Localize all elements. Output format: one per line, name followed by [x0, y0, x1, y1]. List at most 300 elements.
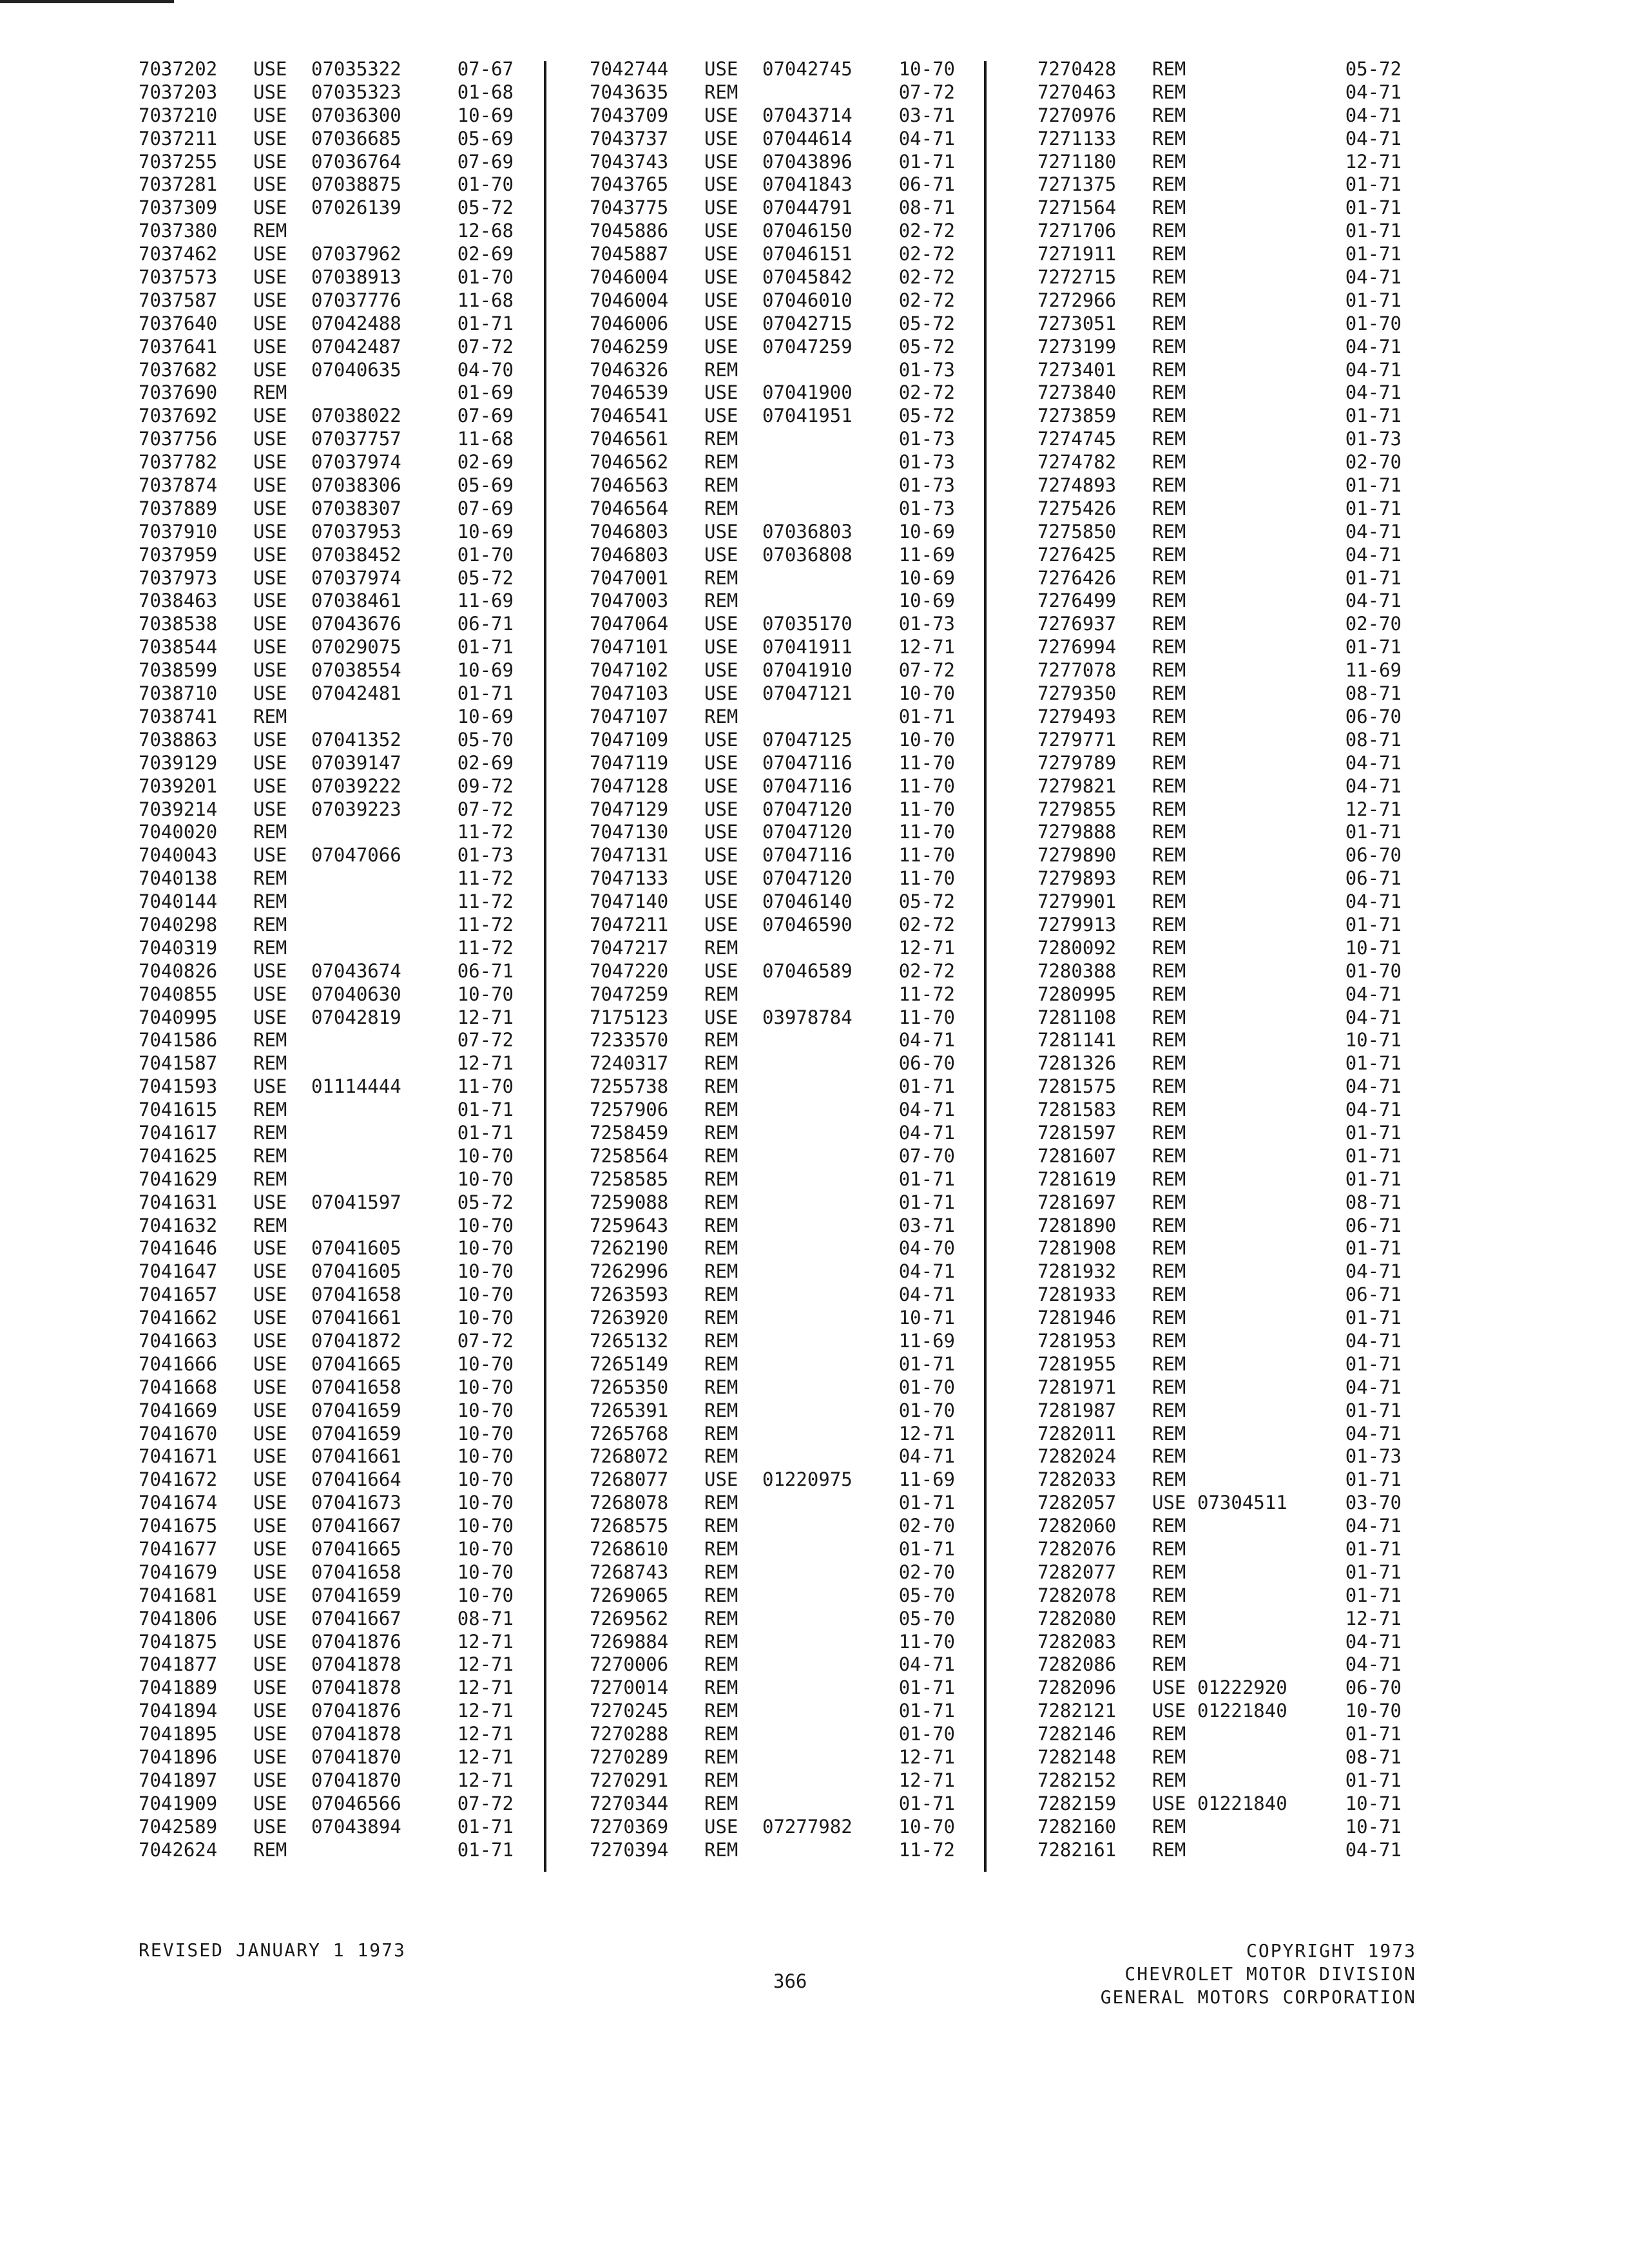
part-number: 7047220: [590, 959, 669, 982]
action-code: REM: [1152, 844, 1186, 867]
action-code: USE: [253, 1584, 287, 1606]
part-number: 7279771: [1037, 728, 1117, 751]
revision-date: 11-68: [457, 289, 514, 311]
revision-date: 05-69: [457, 127, 514, 149]
part-number: 7268743: [590, 1561, 669, 1583]
part-number: 7047119: [590, 751, 669, 774]
revision-date: 10-70: [457, 1376, 514, 1398]
part-number: 7269884: [590, 1630, 669, 1653]
part-number: 7270394: [590, 1838, 669, 1861]
parts-entry: [590, 1515, 967, 1538]
part-number: 7281575: [1037, 1075, 1117, 1098]
revision-date: 07-72: [457, 798, 514, 820]
parts-entry: [590, 775, 967, 798]
revision-date: 10-69: [898, 566, 955, 589]
revision-date: 06-71: [1345, 867, 1402, 890]
action-code: REM: [1152, 289, 1186, 311]
parts-entry: [590, 1445, 967, 1468]
parts-entry: [590, 451, 967, 474]
action-code: REM: [253, 1121, 287, 1144]
part-number: 7041586: [139, 1029, 218, 1052]
replacement-part-number: 07047259: [762, 335, 853, 358]
action-code: USE: [253, 81, 287, 103]
replacement-part-number: 07039222: [311, 774, 401, 797]
action-code: USE: [253, 1538, 287, 1560]
part-number: 7046803: [590, 520, 669, 543]
revision-date: 10-70: [457, 1492, 514, 1514]
part-number: 7040855: [139, 983, 218, 1005]
action-code: REM: [1152, 474, 1186, 497]
action-code: USE: [253, 751, 287, 774]
action-code: USE: [253, 1006, 287, 1028]
action-code: REM: [1152, 705, 1186, 727]
action-code: USE: [704, 844, 738, 867]
revision-date: 08-71: [898, 197, 955, 219]
revision-date: 05-72: [898, 405, 955, 427]
part-number: 7043709: [590, 104, 669, 126]
revision-date: 01-71: [1345, 1538, 1402, 1560]
revision-date: 12-71: [457, 1653, 514, 1676]
parts-entry: [590, 81, 967, 104]
action-code: USE: [704, 381, 738, 404]
replacement-part-number: 07041605: [311, 1237, 401, 1260]
parts-entry: [1037, 81, 1408, 104]
revision-date: 10-70: [457, 1538, 514, 1560]
action-code: REM: [704, 1445, 738, 1468]
parts-entry: [1037, 1283, 1408, 1307]
revision-date: 10-70: [457, 1237, 514, 1260]
part-number: 7275426: [1037, 497, 1117, 519]
revision-date: 06-71: [898, 173, 955, 196]
action-code: REM: [704, 428, 738, 450]
revision-date: 12-71: [1345, 1607, 1402, 1629]
action-code: REM: [1152, 1307, 1186, 1329]
action-code: REM: [253, 867, 287, 890]
revision-date: 04-71: [1345, 1099, 1402, 1121]
parts-entry: [1037, 613, 1408, 636]
action-code: REM: [1152, 983, 1186, 1005]
replacement-part-number: 07041910: [762, 659, 853, 682]
revision-date: 12-71: [457, 1723, 514, 1745]
parts-entry: [590, 1006, 967, 1030]
action-code: USE: [253, 543, 287, 566]
action-code: USE: [253, 1700, 287, 1722]
part-number: 7046541: [590, 405, 669, 427]
part-number: 7041615: [139, 1099, 218, 1121]
revision-date: 12-71: [457, 1677, 514, 1699]
revision-date: 01-71: [1345, 405, 1402, 427]
replacement-part-number: 07041659: [311, 1399, 401, 1421]
part-number: 7281987: [1037, 1399, 1117, 1421]
part-number: 7041679: [139, 1561, 218, 1583]
action-code: REM: [253, 1099, 287, 1121]
action-code: USE: [253, 1075, 287, 1098]
part-number: 7037255: [139, 150, 218, 173]
part-number: 7040043: [139, 844, 218, 867]
action-code: REM: [1152, 1422, 1186, 1445]
part-number: 7041877: [139, 1653, 218, 1676]
part-number: 7045886: [590, 220, 669, 242]
parts-entry: [590, 128, 967, 151]
parts-entry: [139, 1816, 525, 1839]
action-code: USE: [253, 1352, 287, 1375]
part-number: 7282161: [1037, 1838, 1117, 1861]
parts-entry: [139, 1492, 525, 1515]
revision-date: 03-70: [1345, 1492, 1402, 1514]
part-number: 7038538: [139, 613, 218, 635]
revision-date: 01-71: [1345, 289, 1402, 311]
part-number: 7037210: [139, 104, 218, 126]
revision-date: 04-71: [1345, 1006, 1402, 1028]
parts-entry: [590, 1191, 967, 1215]
part-number: 7047003: [590, 590, 669, 612]
part-number: 7041617: [139, 1121, 218, 1144]
part-number: 7281890: [1037, 1214, 1117, 1236]
part-number: 7041666: [139, 1352, 218, 1375]
revision-date: 04-71: [1345, 1653, 1402, 1676]
action-code: REM: [704, 566, 738, 589]
replacement-part-number: 07041667: [311, 1607, 401, 1629]
part-number: 7043775: [590, 197, 669, 219]
part-number: 7259088: [590, 1191, 669, 1213]
part-number: 7047128: [590, 774, 669, 797]
revision-date: 10-69: [898, 520, 955, 543]
part-number: 7037309: [139, 197, 218, 219]
part-number: 7280092: [1037, 936, 1117, 959]
revision-date: 10-71: [898, 1307, 955, 1329]
part-number: 7282033: [1037, 1468, 1117, 1491]
part-number: 7037211: [139, 127, 218, 149]
part-number: 7281932: [1037, 1260, 1117, 1283]
revision-date: 01-71: [1345, 1399, 1402, 1421]
part-number: 7047133: [590, 867, 669, 890]
action-code: REM: [253, 821, 287, 843]
parts-entry: [590, 1839, 967, 1862]
parts-entry: [590, 636, 967, 659]
part-number: 7270006: [590, 1653, 669, 1676]
part-number: 7282011: [1037, 1422, 1117, 1445]
parts-entry: [1037, 405, 1408, 428]
revision-date: 06-70: [1345, 1677, 1402, 1699]
parts-column-1: [139, 58, 525, 1861]
revision-date: 01-71: [1345, 1468, 1402, 1491]
parts-entry: [1037, 590, 1408, 613]
revision-date: 11-70: [898, 774, 955, 797]
replacement-part-number: 07044791: [762, 197, 853, 219]
revision-date: 12-71: [898, 636, 955, 658]
replacement-part-number: 07041843: [762, 173, 853, 196]
revision-date: 07-70: [898, 1144, 955, 1167]
parts-entry: [139, 58, 525, 81]
parts-entry: [1037, 567, 1408, 590]
revision-date: 04-71: [1345, 543, 1402, 566]
action-code: USE: [253, 1468, 287, 1491]
parts-entry: [590, 173, 967, 197]
corporation-line: GENERAL MOTORS CORPORATION: [1100, 1986, 1416, 2008]
revision-date: 01-71: [1345, 474, 1402, 497]
part-number: 7279789: [1037, 751, 1117, 774]
parts-entry: [590, 1492, 967, 1515]
action-code: REM: [1152, 312, 1186, 334]
action-code: USE: [704, 150, 738, 173]
parts-entry: [139, 220, 525, 243]
part-number: 7276425: [1037, 543, 1117, 566]
part-number: 7273859: [1037, 405, 1117, 427]
replacement-part-number: 07041951: [762, 405, 853, 427]
part-number: 7270288: [590, 1723, 669, 1745]
part-number: 7041897: [139, 1769, 218, 1791]
action-code: REM: [704, 1214, 738, 1236]
revision-date: 10-71: [1345, 1029, 1402, 1052]
part-number: 7279913: [1037, 913, 1117, 936]
replacement-part-number: 07041659: [311, 1584, 401, 1606]
revision-date: 01-71: [1345, 566, 1402, 589]
revision-date: 01-71: [1345, 497, 1402, 519]
revision-date: 10-70: [1345, 1700, 1402, 1722]
action-code: REM: [1152, 867, 1186, 890]
action-code: USE: [253, 590, 287, 612]
revision-date: 02-69: [457, 451, 514, 474]
part-number: 7041672: [139, 1468, 218, 1491]
action-code: REM: [253, 936, 287, 959]
revision-date: 05-72: [457, 1191, 514, 1213]
part-number: 7041674: [139, 1492, 218, 1514]
replacement-part-number: 07041878: [311, 1653, 401, 1676]
part-number: 7270369: [590, 1815, 669, 1838]
revision-date: 01-73: [898, 613, 955, 635]
action-code: REM: [704, 1260, 738, 1283]
parts-entry: [139, 1677, 525, 1700]
revision-date: 07-72: [457, 1329, 514, 1352]
action-code: USE: [704, 127, 738, 149]
part-number: 7042624: [139, 1838, 218, 1861]
revision-date: 04-71: [1345, 774, 1402, 797]
revision-date: 02-69: [457, 751, 514, 774]
revision-date: 01-71: [898, 1792, 955, 1814]
part-number: 7257906: [590, 1099, 669, 1121]
replacement-part-number: 07038452: [311, 543, 401, 566]
action-code: USE: [253, 1283, 287, 1306]
part-number: 7046004: [590, 266, 669, 289]
replacement-part-number: 07046140: [762, 890, 853, 913]
action-code: USE: [253, 566, 287, 589]
revision-date: 02-70: [1345, 451, 1402, 474]
parts-entry: [139, 914, 525, 937]
parts-entry: [139, 1423, 525, 1446]
parts-entry: [590, 544, 967, 567]
replacement-part-number: 07029075: [311, 636, 401, 658]
replacement-part-number: 07041664: [311, 1468, 401, 1491]
parts-entry: [1037, 173, 1408, 197]
replacement-part-number: 07035170: [762, 613, 853, 635]
replacement-part-number: 07047120: [762, 867, 853, 890]
action-code: REM: [1152, 636, 1186, 658]
action-code: USE: [253, 1376, 287, 1398]
replacement-part-number: 07038306: [311, 474, 401, 497]
part-number: 7038463: [139, 590, 218, 612]
action-code: USE: [253, 451, 287, 474]
action-code: REM: [704, 1838, 738, 1861]
parts-entry: [590, 1631, 967, 1654]
replacement-part-number: 07043676: [311, 613, 401, 635]
parts-entry: [139, 937, 525, 960]
action-code: USE: [253, 1815, 287, 1838]
replacement-part-number: 07041659: [311, 1422, 401, 1445]
action-code: REM: [1152, 1630, 1186, 1653]
part-number: 7046562: [590, 451, 669, 474]
revision-date: 05-70: [898, 1607, 955, 1629]
parts-entry: [139, 867, 525, 890]
action-code: REM: [704, 474, 738, 497]
revision-date: 01-71: [898, 1168, 955, 1190]
part-number: 7037874: [139, 474, 218, 497]
part-number: 7282080: [1037, 1607, 1117, 1629]
action-code: USE: [704, 798, 738, 820]
part-number: 7282159: [1037, 1792, 1117, 1814]
replacement-part-number: 07037776: [311, 289, 401, 311]
replacement-part-number: 07035322: [311, 58, 401, 80]
parts-entry: [139, 798, 525, 822]
revision-date: 04-71: [898, 1653, 955, 1676]
action-code: USE: [704, 959, 738, 982]
replacement-part-number: 07036808: [762, 543, 853, 566]
action-code: REM: [1152, 451, 1186, 474]
revision-date: 04-71: [1345, 127, 1402, 149]
action-code: USE: [253, 312, 287, 334]
action-code: REM: [1152, 659, 1186, 682]
action-code: REM: [1152, 1746, 1186, 1769]
action-code: REM: [704, 590, 738, 612]
part-number: 7041675: [139, 1515, 218, 1537]
revision-date: 01-71: [1345, 197, 1402, 219]
replacement-part-number: 07038554: [311, 659, 401, 682]
parts-entry: [1037, 752, 1408, 775]
action-code: USE: [704, 289, 738, 311]
revision-date: 03-71: [898, 1214, 955, 1236]
action-code: USE: [253, 243, 287, 265]
parts-entry: [1037, 1561, 1408, 1584]
action-code: USE: [704, 636, 738, 658]
part-number: 7046561: [590, 428, 669, 450]
part-number: 7043635: [590, 81, 669, 103]
part-number: 7040995: [139, 1006, 218, 1028]
action-code: REM: [1152, 1445, 1186, 1468]
revision-date: 01-71: [898, 150, 955, 173]
action-code: USE: [253, 1792, 287, 1814]
action-code: REM: [1152, 197, 1186, 219]
parts-entry: [590, 1122, 967, 1145]
replacement-part-number: 07041878: [311, 1677, 401, 1699]
part-number: 7270289: [590, 1746, 669, 1769]
action-code: USE: [253, 844, 287, 867]
parts-entry: [590, 1307, 967, 1330]
parts-entry: [139, 1006, 525, 1030]
part-number: 7281697: [1037, 1191, 1117, 1213]
part-number: 7268575: [590, 1515, 669, 1537]
part-number: 7041670: [139, 1422, 218, 1445]
replacement-part-number: 07041673: [311, 1492, 401, 1514]
revision-date: 12-71: [1345, 798, 1402, 820]
part-number: 7041662: [139, 1307, 218, 1329]
part-number: 7282076: [1037, 1538, 1117, 1560]
parts-entry: [1037, 428, 1408, 451]
part-number: 7037782: [139, 451, 218, 474]
parts-entry: [590, 1353, 967, 1376]
part-number: 7047129: [590, 798, 669, 820]
revision-date: 04-71: [898, 1121, 955, 1144]
replacement-part-number: 01222920: [1197, 1677, 1287, 1699]
action-code: REM: [704, 1237, 738, 1260]
action-code: REM: [253, 890, 287, 913]
revision-date: 02-72: [898, 381, 955, 404]
part-number: 7282086: [1037, 1653, 1117, 1676]
part-number: 7265768: [590, 1422, 669, 1445]
action-code: REM: [1152, 1538, 1186, 1560]
revision-date: 06-71: [1345, 1283, 1402, 1306]
part-number: 7046326: [590, 358, 669, 381]
parts-entry: [139, 336, 525, 359]
part-number: 7274893: [1037, 474, 1117, 497]
part-number: 7271180: [1037, 150, 1117, 173]
parts-entry: [1037, 1237, 1408, 1260]
action-code: REM: [1152, 1352, 1186, 1375]
revision-date: 04-71: [898, 127, 955, 149]
action-code: REM: [704, 497, 738, 519]
revision-date: 10-71: [1345, 936, 1402, 959]
parts-entry: [139, 1631, 525, 1654]
action-code: REM: [1152, 798, 1186, 820]
column-divider: [544, 61, 546, 1872]
action-code: USE: [704, 312, 738, 334]
revision-date: 01-71: [898, 1677, 955, 1699]
parts-entry: [590, 937, 967, 960]
parts-entry: [139, 1769, 525, 1792]
part-number: 7268072: [590, 1445, 669, 1468]
action-code: REM: [704, 936, 738, 959]
parts-entry: [1037, 1075, 1408, 1099]
revision-date: 04-71: [1345, 1260, 1402, 1283]
parts-entry: [139, 173, 525, 197]
parts-entry: [590, 428, 967, 451]
revision-date: 02-69: [457, 243, 514, 265]
parts-entry: [1037, 1792, 1408, 1816]
action-code: REM: [1152, 1283, 1186, 1306]
parts-entry: [590, 1677, 967, 1700]
part-number: 7041894: [139, 1700, 218, 1722]
part-number: 7258585: [590, 1168, 669, 1190]
revision-date: 02-72: [898, 220, 955, 242]
parts-entry: [139, 451, 525, 474]
part-number: 7175123: [590, 1006, 669, 1028]
revision-date: 01-71: [898, 1492, 955, 1514]
revision-date: 01-71: [457, 312, 514, 334]
revision-date: 10-69: [457, 705, 514, 727]
parts-entry: [139, 1075, 525, 1099]
parts-entry: [1037, 1330, 1408, 1353]
action-code: USE: [704, 104, 738, 126]
revision-date: 04-71: [1345, 381, 1402, 404]
part-number: 7041875: [139, 1630, 218, 1653]
parts-entry: [139, 960, 525, 983]
part-number: 7273401: [1037, 358, 1117, 381]
parts-entry: [1037, 1769, 1408, 1792]
action-code: USE: [704, 867, 738, 890]
parts-entry: [1037, 798, 1408, 822]
action-code: REM: [1152, 728, 1186, 751]
part-number: 7263920: [590, 1307, 669, 1329]
part-number: 7041669: [139, 1399, 218, 1421]
part-number: 7047131: [590, 844, 669, 867]
